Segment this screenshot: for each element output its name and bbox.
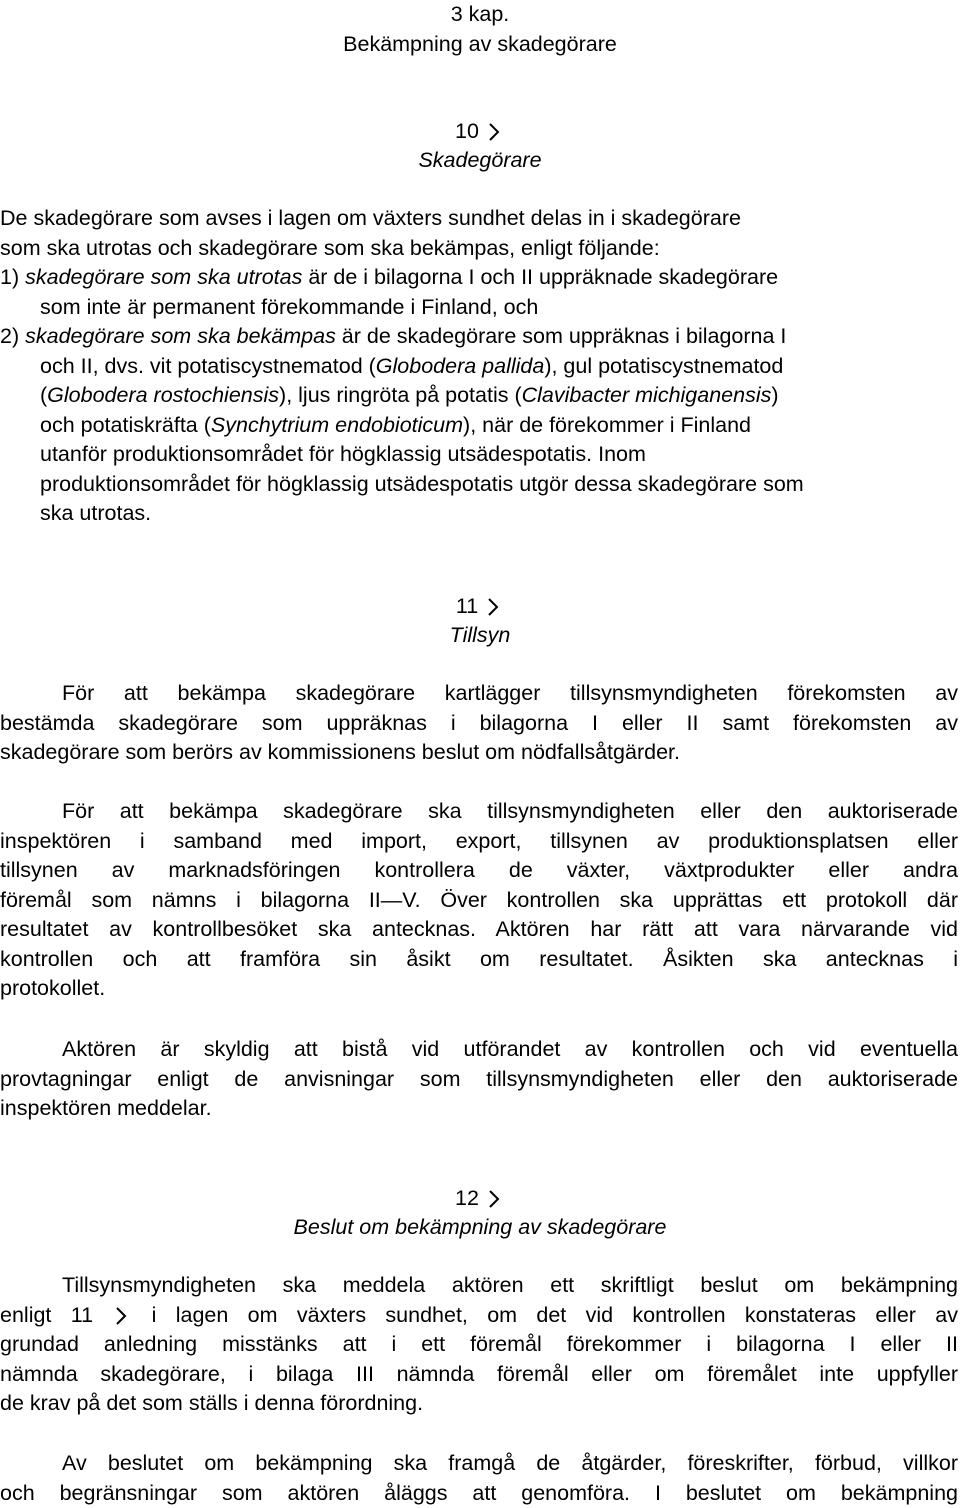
text-line: kontrollen och att framföra sin åsikt om resultatet. Åsikten ska antecknas i <box>0 946 958 971</box>
text-line: utanför produktionsområdet för högklassig utsädespotatis. Inom <box>40 442 646 466</box>
section-12-title: Beslut om bekämpning av skadegörare <box>293 1215 667 1239</box>
section-11-paragraph-1 <box>0 679 958 768</box>
text-line: Aktören är skyldig att bistå vid utförandet av kontrollen och vid eventuella <box>62 1037 958 1061</box>
section-11-paragraph-2 <box>0 797 958 1004</box>
text-line: Av beslutet om bekämpning ska framgå de åtgärder, föreskrifter, förbud, villkor <box>62 1451 958 1475</box>
text-line: inspektören meddelar. <box>0 1096 212 1120</box>
text-line: nämnda skadegörare, i bilaga III nämnda föremål eller om föremålet inte uppfyller <box>0 1361 958 1386</box>
section-sign-icon <box>484 592 504 620</box>
text-line: föremål som nämns i bilagorna II—V. Över kontrollen ska upprättas ett protokoll där <box>0 887 958 912</box>
list-item-2: 2) skadegörare som ska bekämpas är de skadegörare som uppräknas i bilagorna I <box>0 324 787 348</box>
text-line: ska utrotas. <box>40 501 152 525</box>
section-10-number: 10 <box>455 119 479 143</box>
text-line: tillsynen av marknadsföringen kontrollera de växter, växtprodukter eller andra <box>0 858 958 882</box>
section-11-title: Tillsyn <box>449 623 511 647</box>
section-10-title: Skadegörare <box>418 148 542 172</box>
text-line: De skadegörare som avses i lagen om växters sundhet delas in i skadegörare <box>0 206 741 230</box>
section-12-number: 12 <box>455 1186 479 1210</box>
text-line: de krav på det som ställs i denna förordning. <box>0 1391 424 1415</box>
section-10-body <box>0 204 958 529</box>
section-11-heading <box>0 592 960 620</box>
section-12-heading <box>0 1184 960 1212</box>
chapter-number: 3 kap. <box>450 2 510 26</box>
text-line: och begränsningar som aktören åläggs att genomföra. I beslutet om bekämpning <box>0 1480 958 1505</box>
text-line: bestämda skadegörare som uppräknas i bilagorna I eller II samt förekomsten av <box>0 710 958 735</box>
text-line: För att bekämpa skadegörare ska tillsynsmyndigheten eller den auktoriserade <box>62 799 958 823</box>
text-line: För att bekämpa skadegörare kartlägger tillsynsmyndigheten förekomsten av <box>62 681 958 705</box>
text-line: och potatiskräfta (Synchytrium endobioticum), när de förekommer i Finland <box>40 412 752 437</box>
text-line: enligt 11 i lagen om växters sundhet, om det vid kontrollen konstateras eller av <box>0 1302 958 1327</box>
section-11-number: 11 <box>455 594 479 618</box>
text-line: som ska utrotas och skadegörare som ska bekämpas, enligt följande: <box>0 235 660 260</box>
text-line: inspektören i samband med import, export, tillsynen av produktionsplatsen eller <box>0 828 958 853</box>
text-line: Tillsynsmyndigheten ska meddela aktören ett skriftligt beslut om bekämpning <box>62 1273 958 1297</box>
text-line: produktionsområdet för högklassig utsädespotatis utgör dessa skadegörare som <box>40 471 804 496</box>
section-sign-icon <box>485 117 505 145</box>
text-line: som inte är permanent förekommande i Finland, och <box>40 294 539 319</box>
section-12-paragraph-2 <box>0 1449 958 1508</box>
text-line: provtagningar enligt de anvisningar som tillsynsmyndigheten eller den auktoriserade <box>0 1066 958 1091</box>
text-line: protokollet. <box>0 976 106 1000</box>
text-line: skadegörare som berörs av kommissionens beslut om nödfallsåtgärder. <box>0 740 680 764</box>
section-12-paragraph-1 <box>0 1271 958 1419</box>
chapter-title: Bekämpning av skadegörare <box>343 32 617 56</box>
section-10-heading <box>0 117 960 145</box>
text-line: och II, dvs. vit potatiscystnematod (Globodera pallida), gul potatiscystnematod <box>40 353 784 378</box>
section-sign-icon <box>112 1301 132 1325</box>
text-line: grundad anledning misstänks att i ett föremål förekommer i bilagorna I eller II <box>0 1332 958 1356</box>
text-line: (Globodera rostochiensis), ljus ringröta på potatis (Clavibacter michiganensis) <box>40 383 779 407</box>
list-item-1: 1) skadegörare som ska utrotas är de i bilagorna I och II uppräknade skadegörare <box>0 265 779 289</box>
section-11-paragraph-3 <box>0 1035 958 1124</box>
section-sign-icon <box>485 1184 505 1212</box>
text-line: resultatet av kontrollbesöket ska antecknas. Aktören har rätt att vara närvarande vid <box>0 917 958 941</box>
